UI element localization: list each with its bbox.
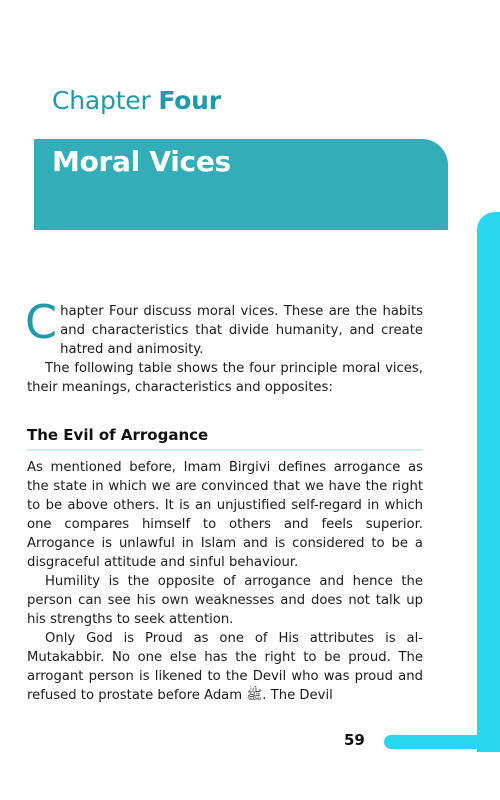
section-divider — [27, 449, 423, 451]
chapter-label — [52, 86, 221, 115]
intro-paragraph-2: The following table shows the four principle moral vices, their meanings, characteristics and opposites: — [27, 361, 423, 395]
intro-text — [25, 295, 423, 397]
chapter-prefix: Chapter — [52, 86, 151, 115]
title-banner — [34, 139, 448, 230]
arrogance-paragraph-3 — [27, 629, 423, 705]
arrogance-text — [27, 458, 423, 705]
drop-cap: C — [25, 295, 58, 349]
honorific-glyph: ﷺ — [246, 688, 263, 703]
section-heading: The Evil of Arrogance — [27, 426, 209, 444]
intro-paragraph-1: hapter Four discuss moral vices. These are the habits and characteristics that divide humanity, and create hatred and animosity. — [60, 304, 423, 357]
arrogance-paragraph-3-end: . The Devil — [262, 688, 333, 703]
chapter-number: Four — [158, 86, 221, 115]
page-number: 59 — [344, 731, 365, 749]
arrogance-paragraph-2: Humility is the opposite of arrogance and hence the person can see his own weaknesses and does not talk up his strengths to seek attention. — [27, 574, 423, 627]
page-number-tab — [384, 735, 500, 749]
arrogance-paragraph-3-text: Only God is Proud as one of His attributes is al-Mutakabbir. No one else has the right to be proud. The arrogant person is likened to the Devil who was proud and refused to prostate before Adam — [27, 631, 423, 703]
side-accent-strip — [477, 212, 500, 752]
arrogance-paragraph-1: As mentioned before, Imam Birgivi defines arrogance as the state in which we are convinced that we have the right to be above others. It is an unjustified self-regard in which one compares himself to others and feels superior. Arrogance is unlawful in Islam and is considered to be a disgraceful attitude and sinful behaviour. — [27, 460, 423, 570]
chapter-title: Moral Vices — [52, 145, 231, 178]
